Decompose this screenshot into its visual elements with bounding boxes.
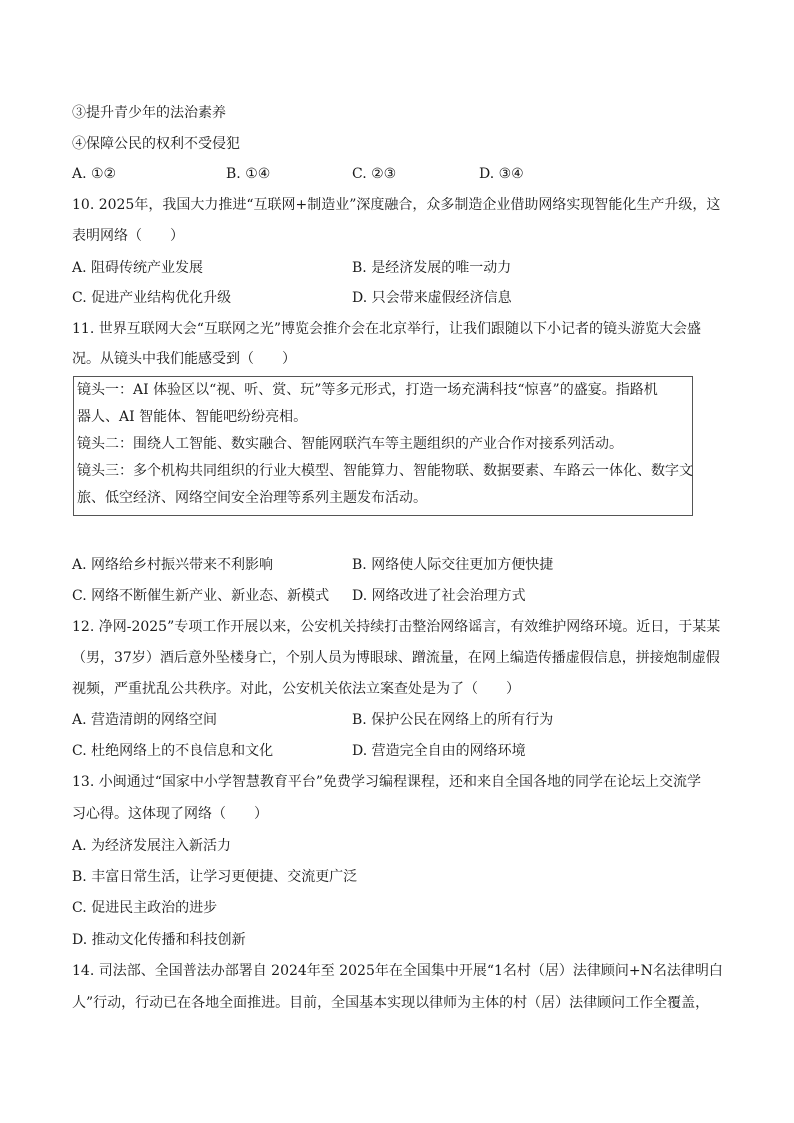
q12-stem-line-1: 12. 净网-2025”专项工作开展以来，公安机关持续打击整治网络谣言，有效维护网络环境。近日，于某某 (72, 619, 721, 635)
q13-option-d: D. 推动文化传播和科技创新 (72, 932, 246, 948)
q11-option-a: A. 网络给乡村振兴带来不利影响 (72, 557, 274, 573)
q11-option-d: D. 网络改进了社会治理方式 (352, 588, 526, 604)
q12-option-a: A. 营造清朗的网络空间 (72, 712, 218, 728)
q11-box-line-3: 镜头二：围绕人工智能、数实融合、智能网联汽车等主题组织的产业合作对接系列活动。 (77, 436, 623, 452)
q10-stem-line-2: 表明网络（ ） (72, 228, 184, 244)
q10-stem-line-1: 10. 2025年，我国大力推进“互联网+制造业”深度融合，众多制造企业借助网络实现智能化生产升级，这 (72, 197, 721, 213)
q14-stem-line-2: 人”行动，行动已在各地全面推进。目前，全国基本实现以律师为主体的村（居）法律顾问工作全覆盖， (72, 995, 710, 1011)
q13-option-b: B. 丰富日常生活，让学习更便捷、交流更广泛 (72, 869, 358, 885)
q9-option-a: A. ①② (72, 166, 117, 182)
q11-stem-line-2: 况。从镜头中我们能感受到（ ） (72, 351, 296, 367)
q12-option-b: B. 保护公民在网络上的所有行为 (352, 712, 554, 728)
q11-box-line-1: 镜头一：AI 体验区以“视、听、赏、玩”等多元形式，打造一场充满科技“惊喜”的盛宴。指路机 (77, 382, 658, 398)
q12-stem-line-2: （男，37岁）酒后意外坠楼身亡，个别人员为博眼球、蹭流量，在网上编造传播虚假信息，拼接炮制虚假 (72, 650, 720, 666)
q9-option-c: C. ②③ (352, 166, 397, 182)
q9-option-d: D. ③④ (479, 166, 524, 182)
q10-option-d: D. 只会带来虚假经济信息 (352, 290, 512, 306)
q9-item-3: ③提升青少年的法治素养 (72, 105, 226, 121)
q13-stem-line-2: 习心得。这体现了网络（ ） (72, 806, 268, 822)
q11-stem-line-1: 11. 世界互联网大会“互联网之光”博览会推介会在北京举行，让我们跟随以下小记者的镜头游览大会盛 (72, 321, 702, 337)
q10-option-c: C. 促进产业结构优化升级 (72, 290, 232, 306)
q14-stem-line-1: 14. 司法部、全国普法办部署自 2024年至 2025年在全国集中开展“1名村（居）法律顾问+N名法律明白 (72, 963, 723, 979)
q11-box-line-5: 旅、低空经济、网络空间安全治理等系列主题发布活动。 (77, 490, 427, 506)
q11-box-line-4: 镜头三：多个机构共同组织的行业大模型、智能算力、智能物联、数据要素、车路云一体化、数字文 (77, 463, 693, 479)
q12-stem-line-3: 视频，严重扰乱公共秩序。对此，公安机关依法立案查处是为了（ ） (72, 681, 520, 697)
q11-option-c: C. 网络不断催生新产业、新业态、新模式 (72, 588, 330, 604)
q12-option-c: C. 杜绝网络上的不良信息和文化 (72, 743, 274, 759)
q11-box-line-2: 器人、AI 智能体、智能吧纷纷亮相。 (77, 409, 308, 425)
q10-option-a: A. 阻碍传统产业发展 (72, 260, 204, 276)
q12-option-d: D. 营造完全自由的网络环境 (352, 743, 526, 759)
q9-item-4: ④保障公民的权利不受侵犯 (72, 136, 240, 152)
q9-option-b: B. ①④ (226, 166, 271, 182)
q13-stem-line-1: 13. 小闽通过“国家中小学智慧教育平台”免费学习编程课程，还和来自全国各地的同学在论坛上交流学 (72, 774, 702, 790)
q10-option-b: B. 是经济发展的唯一动力 (352, 260, 512, 276)
q11-option-b: B. 网络使人际交往更加方便快捷 (352, 557, 554, 573)
q13-option-c: C. 促进民主政治的进步 (72, 900, 218, 916)
q11-material-box (73, 376, 693, 516)
q13-option-a: A. 为经济发展注入新活力 (72, 838, 232, 854)
